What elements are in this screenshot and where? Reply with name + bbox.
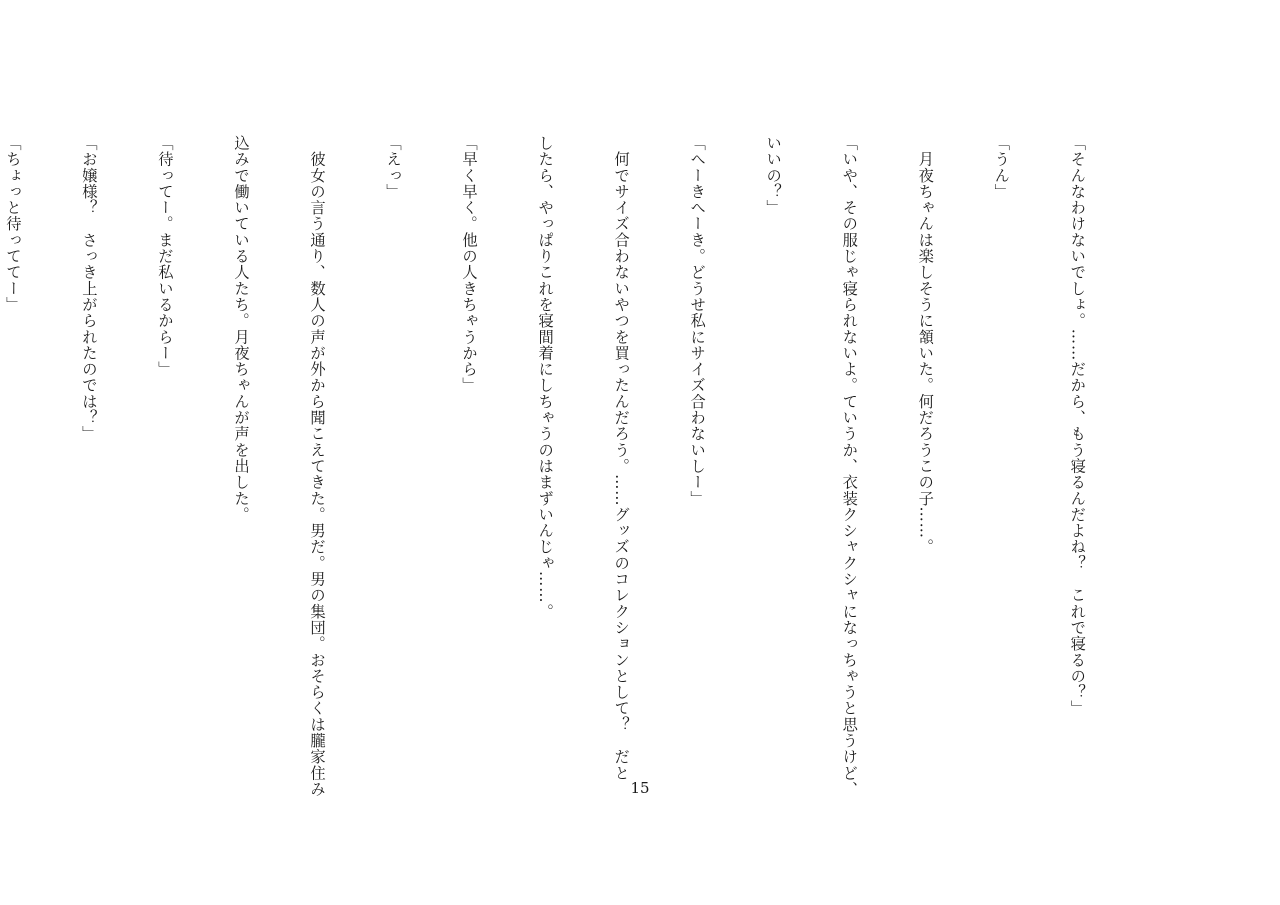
page-number: 15 (630, 779, 650, 797)
text-line: 「うん」 (992, 135, 1011, 200)
text-line: 月夜ちゃんは楽しそうに頷いた。何だろうこの子……。 (916, 135, 935, 555)
text-line: 何でサイズ合わないやつを買ったんだろう。……グッズのコレクションとして？ だと (612, 135, 631, 781)
text-line: 彼女の言う通り、数人の声が外から聞こえてきた。男だ。男の集団。おそらくは朧家住み (308, 135, 326, 798)
text-line: 「お嬢様？ さっき上がられたのでは？」 (79, 135, 98, 442)
text-line: 「ちょっと待っててー」 (3, 135, 22, 313)
text-line: したら、やっぱりこれを寝間着にしちゃうのはまずいんじゃ……。 (536, 135, 555, 620)
text-line: 込みで働いている人たち。月夜ちゃんが声を出した。 (231, 135, 250, 523)
text-line: 「早く早く。他の人きちゃうから」 (460, 135, 479, 394)
text-line: 「そんなわけないでしょ。……だから、もう寝るんだよね？ これで寝るの？」 (1068, 135, 1087, 717)
text-line: 「いや、その服じゃ寝られないよ。ていうか、衣装クシャクシャになっちゃうと思うけど、 (840, 135, 859, 798)
text-line: いいの？」 (764, 135, 783, 216)
text-line: 「待ってー。まだ私いるからー」 (155, 135, 174, 378)
text-line: 「へーきへーき。どうせ私にサイズ合わないしー」 (688, 135, 707, 507)
text-line: 「えっ」 (384, 135, 403, 200)
